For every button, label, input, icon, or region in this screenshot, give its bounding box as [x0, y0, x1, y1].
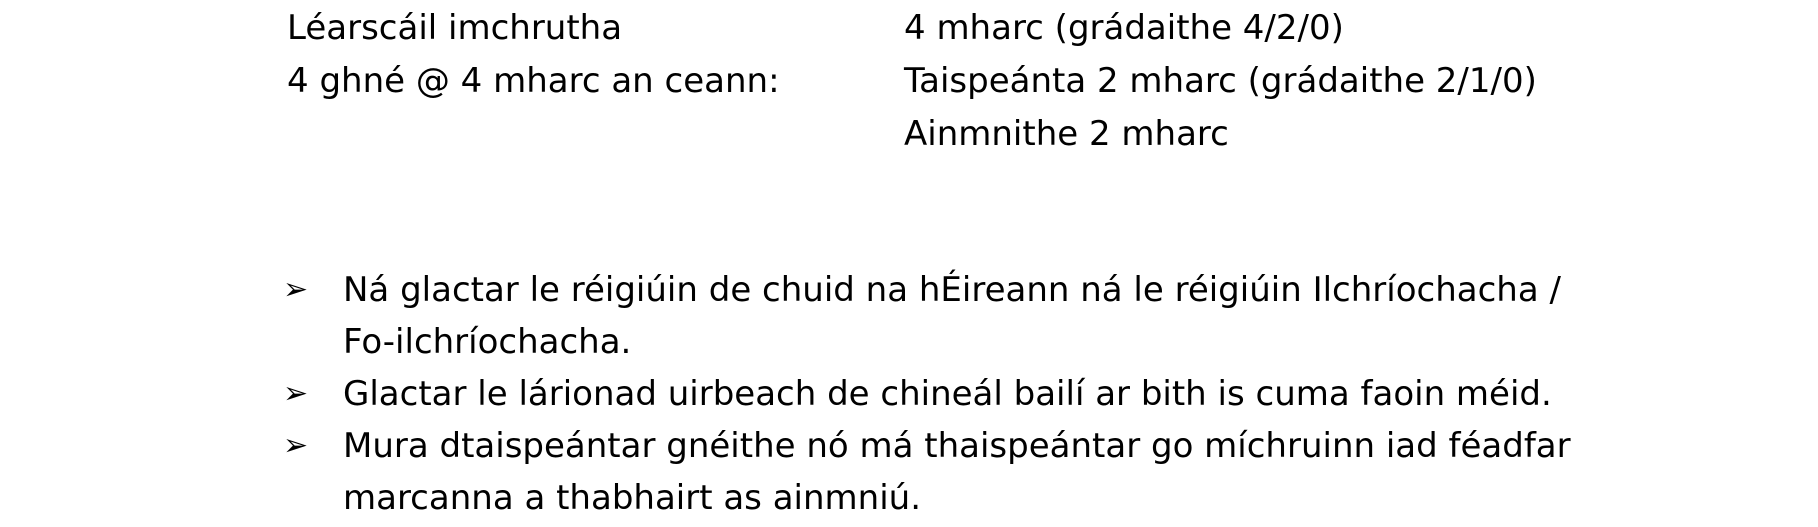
allocation-shown: Taispeánta 2 mharc (grádaithe 2/1/0)	[904, 61, 1537, 101]
note-line: Ná glactar le réigiúin de chuid na hÉireann ná le réigiúin Ilchríochacha /	[343, 270, 1561, 310]
note-line: Fo-ilchríochacha.	[343, 322, 632, 362]
notes-list	[283, 264, 1583, 524]
allocation-total: 4 mharc (grádaithe 4/2/0)	[904, 8, 1344, 48]
marks-criterion-column	[287, 2, 887, 108]
criterion-detail: 4 ghné @ 4 mharc an ceann:	[287, 61, 780, 101]
note-text	[343, 264, 1583, 368]
arrow-bullet-icon: ➢	[283, 376, 309, 411]
note-text	[343, 368, 1583, 420]
allocation-named: Ainmnithe 2 mharc	[904, 114, 1229, 154]
arrow-bullet-icon: ➢	[283, 272, 309, 307]
list-item	[283, 368, 1583, 420]
note-line: Glactar le lárionad uirbeach de chineál bailí ar bith is cuma faoin méid.	[343, 374, 1552, 414]
list-item	[283, 264, 1583, 368]
arrow-bullet-icon: ➢	[283, 428, 309, 463]
note-line: Mura dtaispeántar gnéithe nó má thaispeántar go míchruinn iad féadfar	[343, 426, 1571, 466]
list-item	[283, 420, 1583, 524]
note-line: marcanna a thabhairt as ainmniú.	[343, 478, 921, 518]
marks-allocation-column	[904, 2, 1664, 161]
note-text	[343, 420, 1583, 524]
criterion-title: Léarscáil imchrutha	[287, 8, 623, 48]
